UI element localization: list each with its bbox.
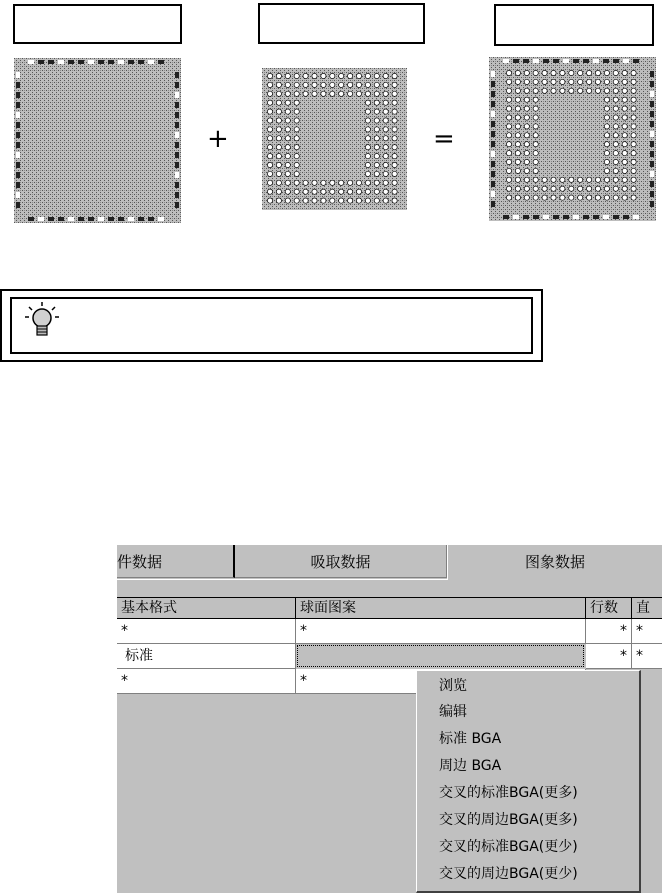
grid-cell[interactable]: * — [117, 619, 296, 644]
menu-item-edit[interactable]: 编辑 — [439, 704, 467, 720]
column-header-basic-format[interactable]: 基本格式 — [117, 597, 296, 619]
plus-sign: + — [207, 124, 229, 154]
grid-cell[interactable]: * — [296, 669, 586, 694]
pattern-data-dialog — [117, 545, 662, 893]
menu-item-cross-standard-less[interactable]: 交叉的标准BGA(更少) — [439, 839, 578, 855]
menu-item-cross-standard-more[interactable]: 交叉的标准BGA(更多) — [439, 785, 578, 801]
periphery-bga-package — [14, 58, 181, 223]
light-bulb-icon — [22, 301, 62, 341]
grid-cell[interactable]: * — [586, 619, 632, 644]
menu-item-cross-periphery-more[interactable]: 交叉的周边BGA(更多) — [439, 812, 578, 828]
equals-sign: = — [433, 124, 455, 154]
tab-image-data[interactable]: 图象数据 — [447, 545, 662, 580]
tip-box-inner — [10, 297, 533, 354]
tip-box — [0, 289, 543, 362]
context-menu — [416, 670, 641, 893]
grid-cell[interactable]: * — [632, 644, 662, 669]
tab-shelf-line — [117, 579, 447, 580]
grid-cell[interactable]: * — [586, 644, 632, 669]
tab-pickup-data[interactable]: 吸取数据 — [235, 545, 447, 578]
menu-item-cross-periphery-less[interactable]: 交叉的周边BGA(更少) — [439, 866, 578, 882]
column-header-ball-pattern[interactable]: 球面图案 — [296, 597, 586, 619]
grid-cell[interactable]: * — [117, 669, 296, 694]
combined-bga-package — [489, 57, 656, 221]
menu-item-periphery-bga[interactable]: 周边 BGA — [439, 758, 502, 774]
grid-cell[interactable]: * — [632, 619, 662, 644]
tab-bar — [117, 545, 662, 579]
tab-part-data[interactable]: 件数据 — [117, 545, 235, 578]
column-header-cols[interactable]: 直 — [632, 597, 662, 619]
grid-cell[interactable]: * — [296, 619, 586, 644]
menu-item-standard-bga[interactable]: 标准 BGA — [439, 731, 502, 747]
label-box-standard — [258, 3, 425, 44]
column-header-rows[interactable]: 行数 — [586, 597, 632, 619]
grid-cell[interactable]: 标准 — [117, 644, 296, 669]
label-box-periphery — [13, 4, 182, 44]
label-box-combined — [494, 4, 654, 46]
standard-bga-package — [262, 68, 407, 210]
grid-cell-selected[interactable] — [297, 645, 584, 667]
menu-item-browse[interactable]: 浏览 — [439, 678, 467, 694]
